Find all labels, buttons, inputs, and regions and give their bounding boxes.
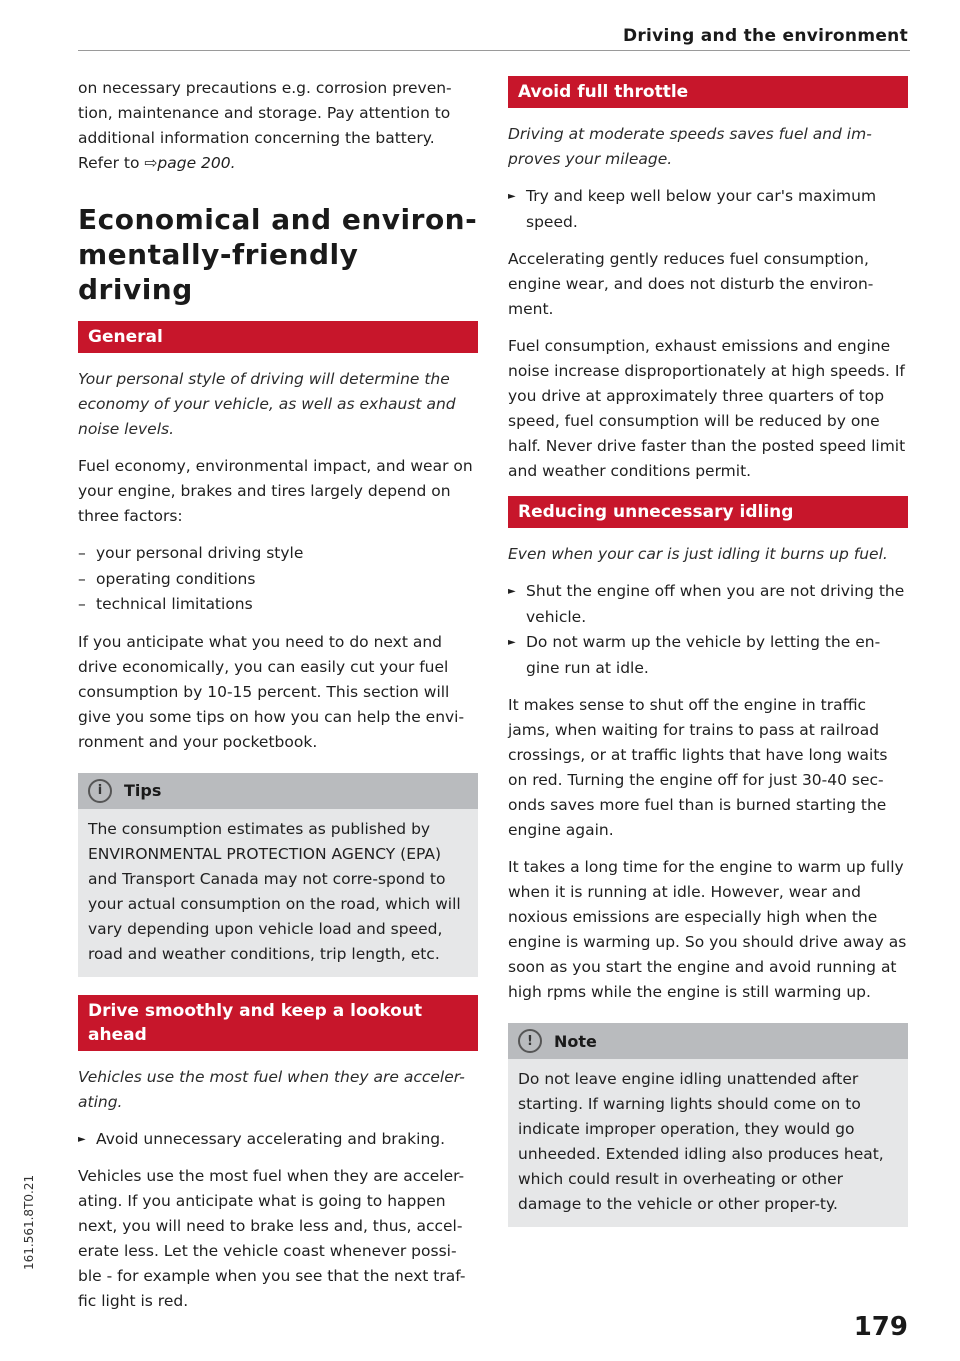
general-paragraph-1: Fuel economy, environmental impact, and wear on your engine, brakes and tires largely depend on three factors: [78,457,473,525]
full-throttle-bullets [508,184,908,235]
bullet-item: ► Try and keep well below your car's maximum speed. [508,184,908,235]
idling-intro: Even when your car is just idling it burns up fuel. [508,545,888,563]
tips-body: The consumption estimates as published by ENVIRONMENTAL PROTECTION AGENCY (EPA) and Transport Canada may not corre-spond to your actual consumption on the road, which will vary depending upon vehicle load and speed, road and weather conditions, trip length, etc. [88,819,461,963]
idling-bullets [508,579,908,681]
general-paragraph-2: If you anticipate what you need to do next and drive economically, you can easily cut your fuel consumption by 10-15 percent. This section will give you some tips on how you can help the envi-ronment and your pocketbook. [78,632,465,751]
note-box [508,1023,908,1227]
general-intro: Your personal style of driving will determine the economy of your vehicle, as well as exhaust and noise levels. [78,370,456,438]
factor-item: – operating conditions [78,567,478,593]
note-body: Do not leave engine idling unattended after starting. If warning lights should come on to indicate improper operation, they would go unheeded. Extended idling also produces heat, which could result in overheating or other damage to the vehicle or other proper-ty. [518,1070,884,1213]
drive-smoothly-intro: Vehicles use the most fuel when they are acceler-ating. [78,1067,465,1111]
full-throttle-heading: Avoid full throttle [508,76,908,108]
continued-paragraph: on necessary precautions e.g. corrosion preven-tion, maintenance and storage. Pay attention to additional information concerning the battery. Refer to ⇨page 200. [78,79,452,172]
section-title: Economical and environ-mentally-friendly driving [78,203,478,306]
tips-box [78,773,478,977]
bullet-item: ► Do not warm up the vehicle by letting the en-gine run at idle. [508,630,908,681]
tips-heading: Tips [124,781,162,800]
info-icon: i [88,779,112,803]
full-throttle-paragraph-2: Fuel consumption, exhaust emissions and engine noise increase disproportionately at high speeds. If you drive at approximately three quarters of top speed, fuel consumption will be reduced by one half. Never drive faster than the posted speed limit and weather conditions permit. [508,337,906,480]
drive-smoothly-paragraph: Vehicles use the most fuel when they are acceler-ating. If you anticipate what is going to happen next, you will need to brake less and, thus, accel-erate less. Let the vehicle coast whenever possi-ble - for example when you see that the next traf-fic light is red. [78,1167,466,1310]
page-reference-link[interactable]: page 200. [157,154,236,172]
idling-heading: Reducing unnecessary idling [508,496,908,528]
idling-paragraph-2: It takes a long time for the engine to warm up fully when it is running at idle. However, wear and noxious emissions are especially high when the engine is warming up. So you should drive away as soon as you start the engine and avoid running at high rpms while the engine is still warming up. [508,858,907,1001]
factors-list [78,541,478,618]
header-rule [78,50,910,51]
bullet-item: ► Shut the engine off when you are not driving the vehicle. [508,579,908,630]
factor-item: – technical limitations [78,592,478,618]
note-header [508,1023,908,1059]
side-code: 161.561.8T0.21 [22,1174,36,1270]
drive-smoothly-heading: Drive smoothly and keep a lookout ahead [78,995,478,1051]
exclamation-icon: ! [518,1029,542,1053]
right-column [508,76,908,1245]
drive-smoothly-bullets [78,1127,478,1153]
full-throttle-intro: Driving at moderate speeds saves fuel and im-proves your mileage. [508,125,872,168]
note-heading: Note [554,1031,597,1051]
full-throttle-paragraph-1: Accelerating gently reduces fuel consumption, engine wear, and does not disturb the environ-ment. [508,250,874,318]
left-column [78,76,478,1326]
running-header: Driving and the environment [622,26,908,46]
tips-header [78,773,478,809]
general-heading: General [78,321,478,353]
bullet-item: ► Avoid unnecessary accelerating and braking. [78,1127,478,1153]
idling-paragraph-1: It makes sense to shut off the engine in traffic jams, when waiting for trains to pass at railroad crossings, or at traffic lights that have long waits on red. Turning the engine off for just 30-40 sec-onds saves more fuel than is burned starting the engine again. [508,696,888,839]
factor-item: – your personal driving style [78,541,478,567]
page-number: 179 [853,1312,908,1342]
